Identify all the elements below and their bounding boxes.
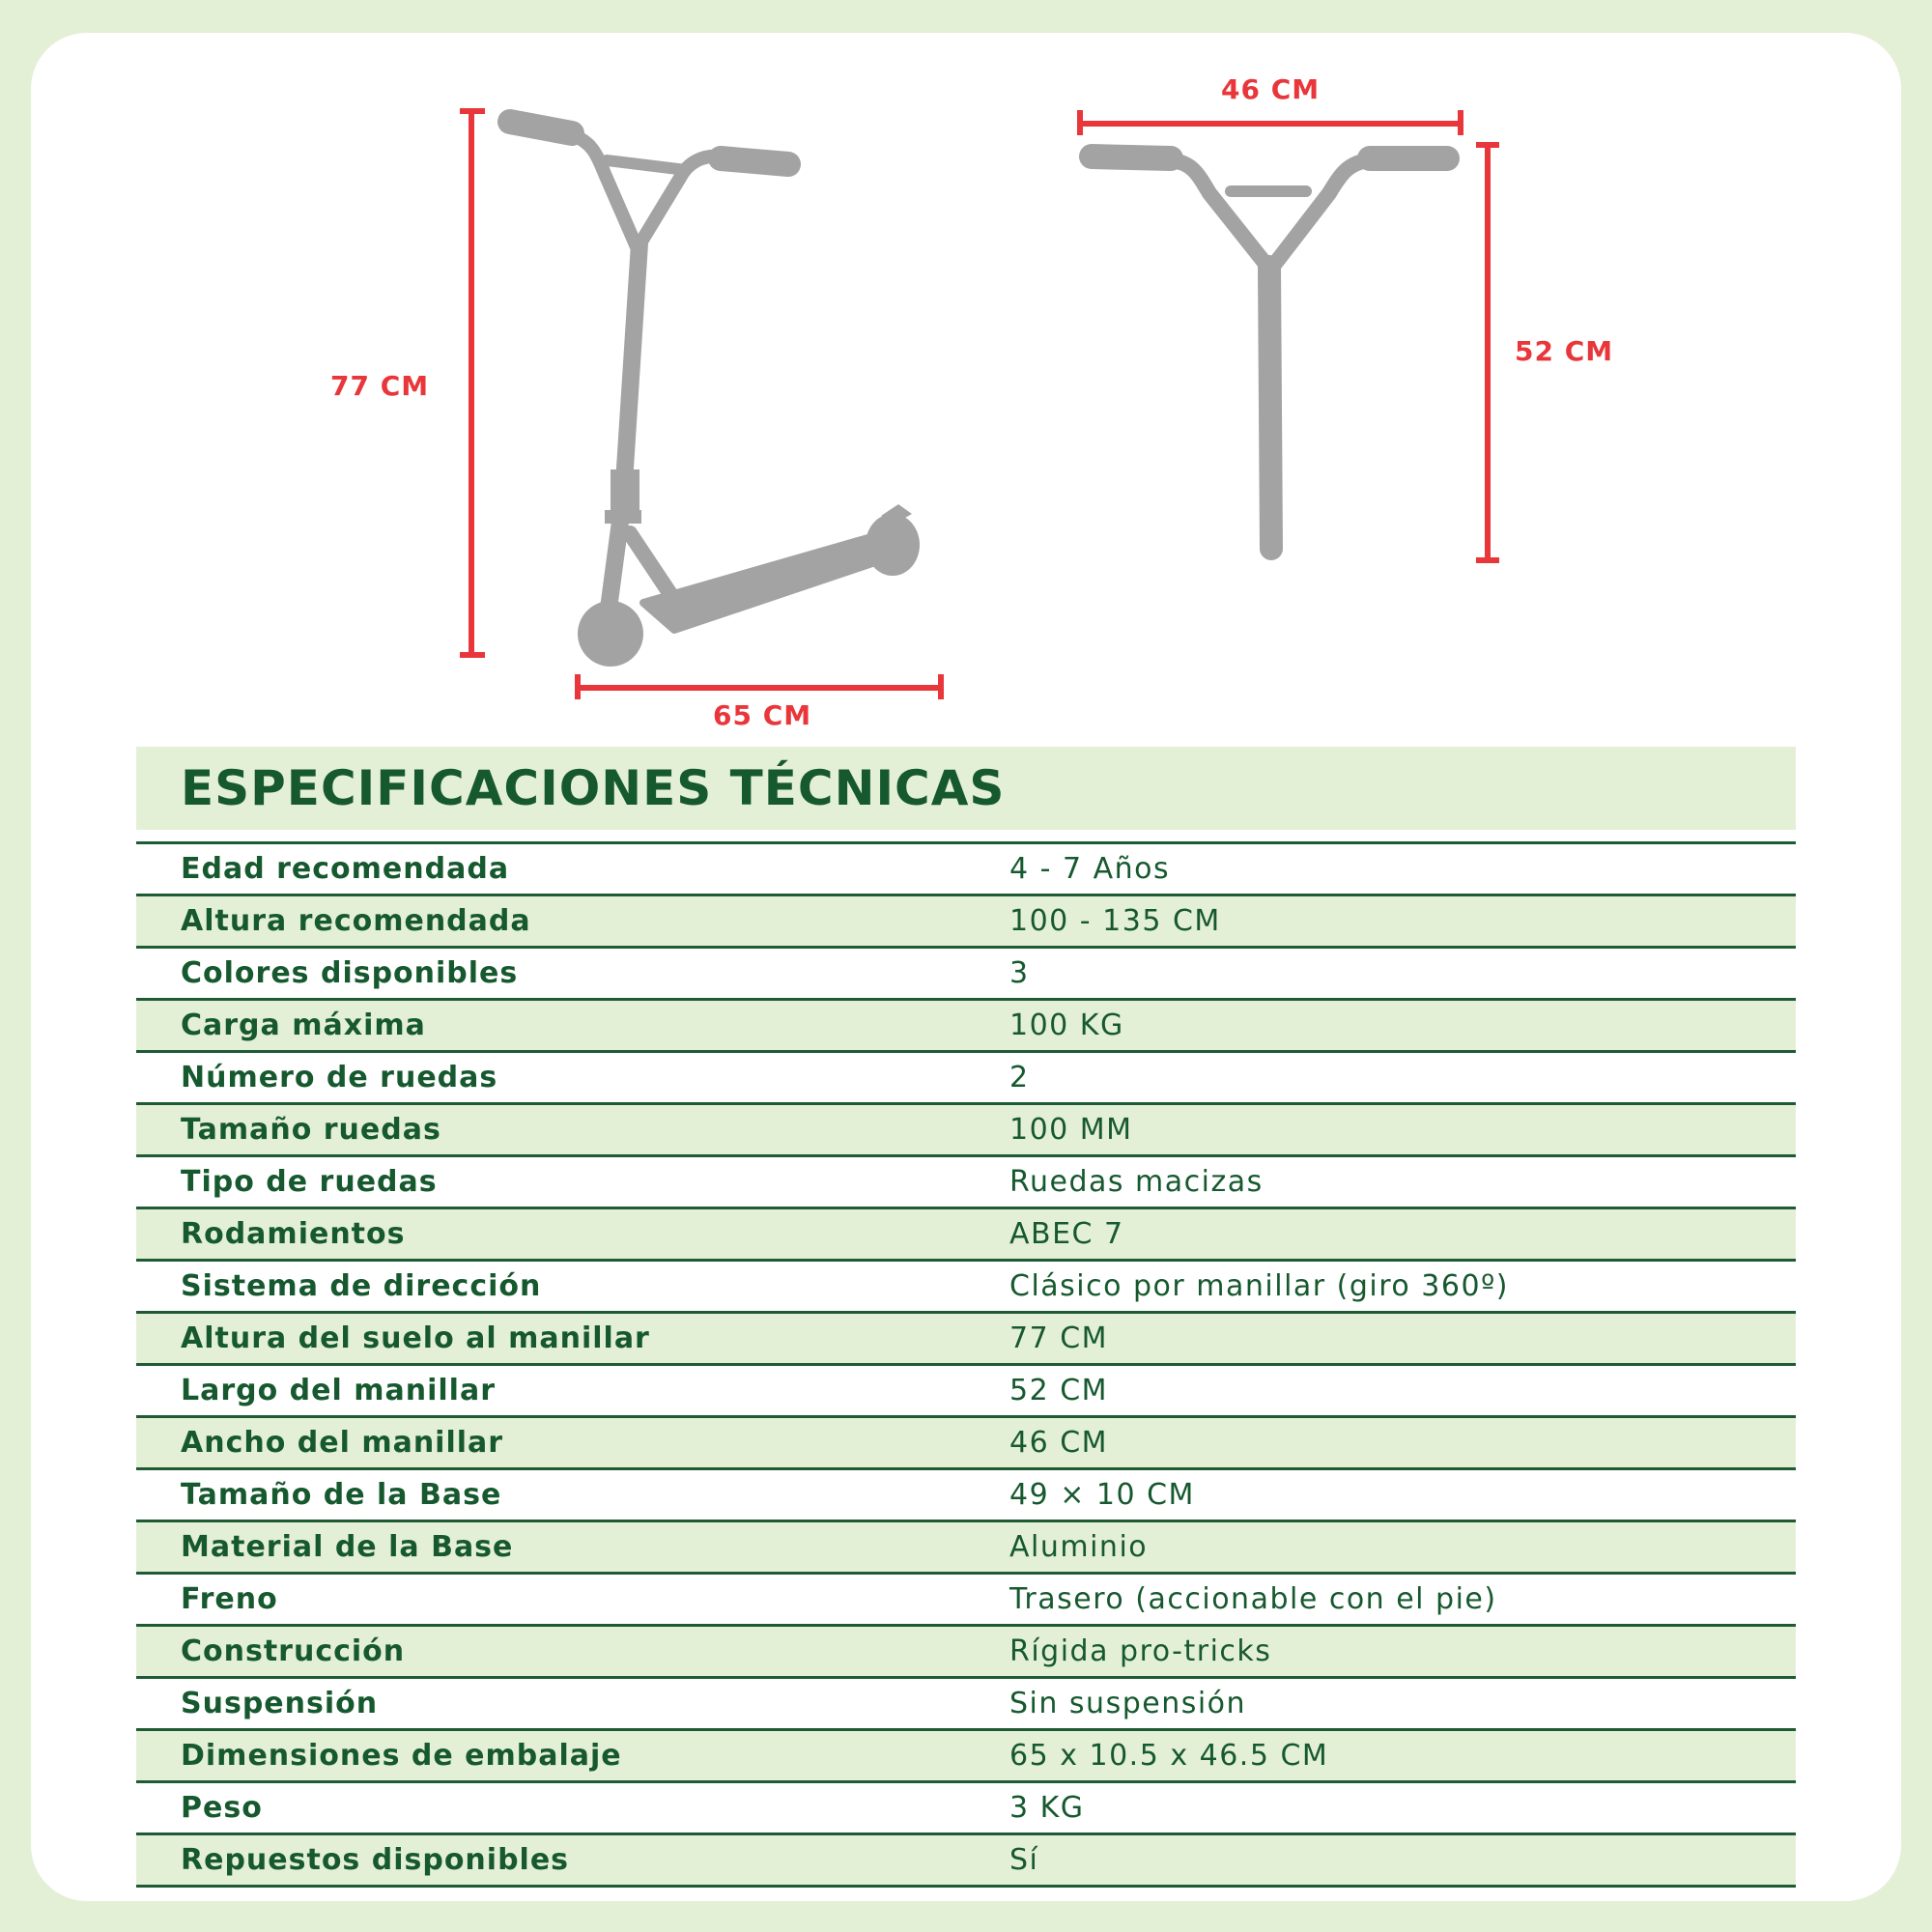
row-value: 100 KG [1009,1009,1124,1042]
handlebar-front-view [1092,156,1447,549]
table-row [136,1157,1796,1209]
row-value: Aluminio [1009,1530,1149,1564]
row-label: Freno [181,1582,278,1616]
row-value: 3 KG [1009,1791,1085,1825]
row-label: Peso [181,1791,263,1825]
table-row [136,1731,1796,1783]
table-row [136,1001,1796,1053]
row-label: Rodamientos [181,1217,406,1251]
row-label: Suspensión [181,1687,379,1720]
row-label: Dimensiones de embalaje [181,1739,622,1773]
row-label: Tamaño ruedas [181,1113,441,1147]
row-value: 52 CM [1009,1374,1109,1407]
row-value: Sin suspensión [1009,1687,1247,1720]
table-row [136,1627,1796,1679]
dimensions-diagram [0,0,1932,753]
row-value: 49 × 10 CM [1009,1478,1195,1512]
table-row [136,1209,1796,1262]
row-label: Número de ruedas [181,1061,498,1094]
table-row [136,949,1796,1001]
row-label: Repuestos disponibles [181,1843,570,1877]
table-row [136,844,1796,896]
specs-title: ESPECIFICACIONES TÉCNICAS [181,760,1006,816]
width-dimension-label: 46 CM [1221,73,1321,105]
row-value: 77 CM [1009,1321,1109,1355]
table-row [136,1522,1796,1575]
table-row [136,1575,1796,1627]
scooter-illustration [0,0,1932,753]
table-row [136,1053,1796,1105]
row-value: Clásico por manillar (giro 360º) [1009,1269,1509,1303]
table-row [136,1679,1796,1731]
table-row [136,1105,1796,1157]
handlebar-height-dimension-label: 52 CM [1515,335,1614,367]
table-row [136,1262,1796,1314]
rear-wheel [866,514,920,576]
length-dimension-label: 65 CM [713,699,812,731]
row-value: 2 [1009,1061,1030,1094]
front-wheel [578,601,643,667]
row-label: Altura recomendada [181,904,531,938]
table-row [136,896,1796,949]
table-row [136,1314,1796,1366]
specs-section [136,747,1796,1888]
row-value: 100 - 135 CM [1009,904,1221,938]
row-label: Colores disponibles [181,956,519,990]
specs-table [136,841,1796,1888]
scooter-side-view [510,122,881,630]
table-row [136,1470,1796,1522]
row-value: Trasero (accionable con el pie) [1009,1582,1497,1616]
table-row [136,1835,1796,1888]
table-row [136,1783,1796,1835]
row-label: Ancho del manillar [181,1426,504,1460]
row-value: 100 MM [1009,1113,1133,1147]
row-label: Carga máxima [181,1009,426,1042]
row-value: 46 CM [1009,1426,1109,1460]
row-label: Tipo de ruedas [181,1165,438,1199]
row-value: 65 x 10.5 x 46.5 CM [1009,1739,1329,1773]
row-label: Tamaño de la Base [181,1478,502,1512]
row-label: Edad recomendada [181,852,510,886]
row-value: Ruedas macizas [1009,1165,1264,1199]
row-value: 4 - 7 Años [1009,852,1171,886]
row-label: Material de la Base [181,1530,514,1564]
table-row [136,1366,1796,1418]
row-value: Sí [1009,1843,1039,1877]
specs-title-band [136,747,1796,830]
row-label: Construcción [181,1634,406,1668]
table-row [136,1418,1796,1470]
row-label: Altura del suelo al manillar [181,1321,650,1355]
height-dimension-label: 77 CM [330,370,430,402]
row-label: Sistema de dirección [181,1269,542,1303]
row-value: 3 [1009,956,1030,990]
row-value: Rígida pro-tricks [1009,1634,1272,1668]
row-value: ABEC 7 [1009,1217,1124,1251]
row-label: Largo del manillar [181,1374,496,1407]
